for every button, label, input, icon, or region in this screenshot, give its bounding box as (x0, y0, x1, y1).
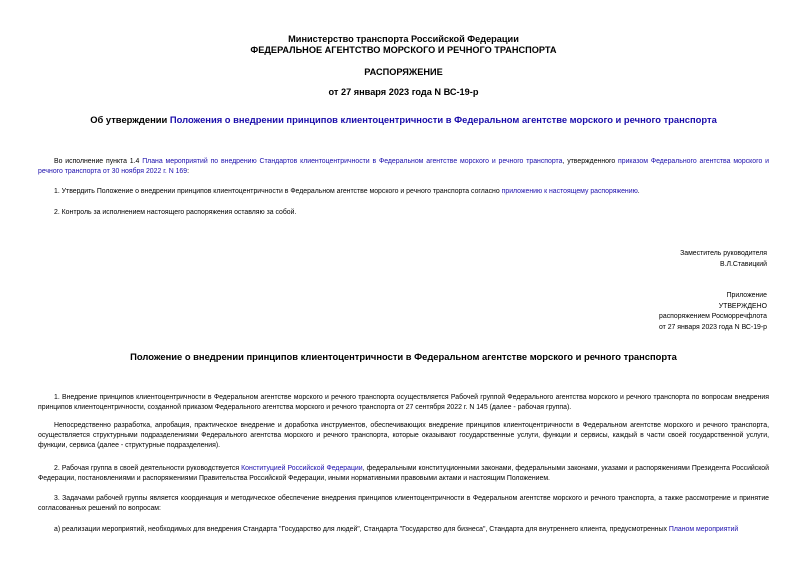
constitution-link[interactable]: Конституцией Российской Федерации (241, 465, 363, 472)
appendix-label: Приложение (726, 292, 767, 299)
document-date-number: от 27 января 2023 года N ВС-19-р (328, 87, 479, 97)
regulation-title: Положение о внедрении принципов клиентоцентричности в Федеральном агентстве морского и речного транспорта (130, 351, 677, 362)
signature-position: Заместитель руководителя (680, 250, 767, 257)
appendix-block (659, 291, 767, 333)
document-type: РАСПОРЯЖЕНИЕ (364, 67, 443, 77)
intro-paragraph (38, 157, 769, 177)
agency-name: ФЕДЕРАЛЬНОЕ АГЕНТСТВО МОРСКОГО И РЕЧНОГО ТРАНСПОРТА (250, 45, 557, 55)
appendix-link[interactable]: приложению к настоящему распоряжению (501, 188, 638, 195)
intro-text: : (187, 168, 190, 175)
clause-1 (38, 187, 769, 197)
appendix-date: от 27 января 2023 года N ВС-19-р (658, 323, 767, 331)
regulation-paragraph-5 (38, 525, 769, 535)
intro-text: Во исполнение пункта 1.4 (54, 158, 143, 165)
title-regulation-link[interactable]: Положения о внедрении принципов клиентоцентричности в Федеральном агентстве морского и речного транспорта (169, 114, 717, 125)
regulation-paragraph-3 (38, 464, 769, 484)
regulation-paragraph-4: 3. Задачами рабочей группы является координация и методическое обеспечение внедрения принципов клиентоцентричности в Федеральном агентстве морского и речного транспорта, а также рассмотрение и принятие согласованных решений по вопросам: (38, 495, 769, 512)
action-plan-link-2[interactable]: Планом мероприятий (668, 526, 739, 533)
order-169-link[interactable]: приказом Федерального агентства морского и речного транспорта от 30 ноября 2022 г. N 169 (38, 158, 769, 175)
document-title (0, 114, 807, 126)
signature-block (680, 249, 767, 270)
signature-name: В.Л.Ставицкий (719, 260, 767, 268)
intro-text: , утвержденного (562, 158, 618, 165)
ministry-name: Министерство транспорта Российской Федерации (288, 34, 519, 44)
appendix-by-order: распоряжением Росморречфлота (659, 313, 767, 320)
regulation-text: , федеральными конституционными законами, федеральными законами, указами и распоряжениями Президента Российской Федерации, постановлениями и распоряжениями Правительства Российской Федерации, иными нормативными правовыми актами и настоящим Положением. (38, 465, 769, 482)
title-prefix: Об утверждении (90, 114, 170, 125)
clause-1-text: . (637, 188, 640, 195)
regulation-text: 2. Рабочая группа в своей деятельности руководствуется (54, 465, 242, 472)
regulation-paragraph-1: 1. Внедрение принципов клиентоцентричности в Федеральном агентстве морского и речного транспорта осуществляется Рабочей группой Федерального агентства морского и речного транспорта по вопросам внедрения принципов клиентоцентричности, созданной приказом Федерального агентства морского и речного транспорта от 27 сентября 2022 г. N 145 (далее - рабочая группа). (38, 394, 769, 411)
regulation-text: а) реализации мероприятий, необходимых для внедрения Стандарта "Государство для людей", Стандарта "Государство для бизнеса", Стандарта для внутреннего клиента, предусмотренных (54, 526, 669, 533)
clause-1-text: 1. Утвердить Положение о внедрении принципов клиентоцентричности в Федеральном агентстве морского и речного транспорта согласно (54, 188, 502, 195)
action-plan-link[interactable]: Плана мероприятий по внедрению Стандартов клиентоцентричности в Федеральном агентстве морского и речного транспорта (142, 158, 563, 165)
clause-2: 2. Контроль за исполнением настоящего распоряжения оставляю за собой. (54, 209, 297, 216)
regulation-paragraph-2: Непосредственно разработка, апробация, практическое внедрение и доработка инструментов, обеспечивающих внедрение принципов клиентоцентричности в Федеральном агентстве морского и речного транспорта, осуществляется структурными подразделениями Федерального агентства морского и речного транспорта, которые оказывают государственные услуги, функции и сервисы, каждый в части своей государственной услуги, функции, сервиса (далее - структурные подразделения). (38, 422, 769, 449)
appendix-approved: УТВЕРЖДЕНО (718, 302, 767, 310)
